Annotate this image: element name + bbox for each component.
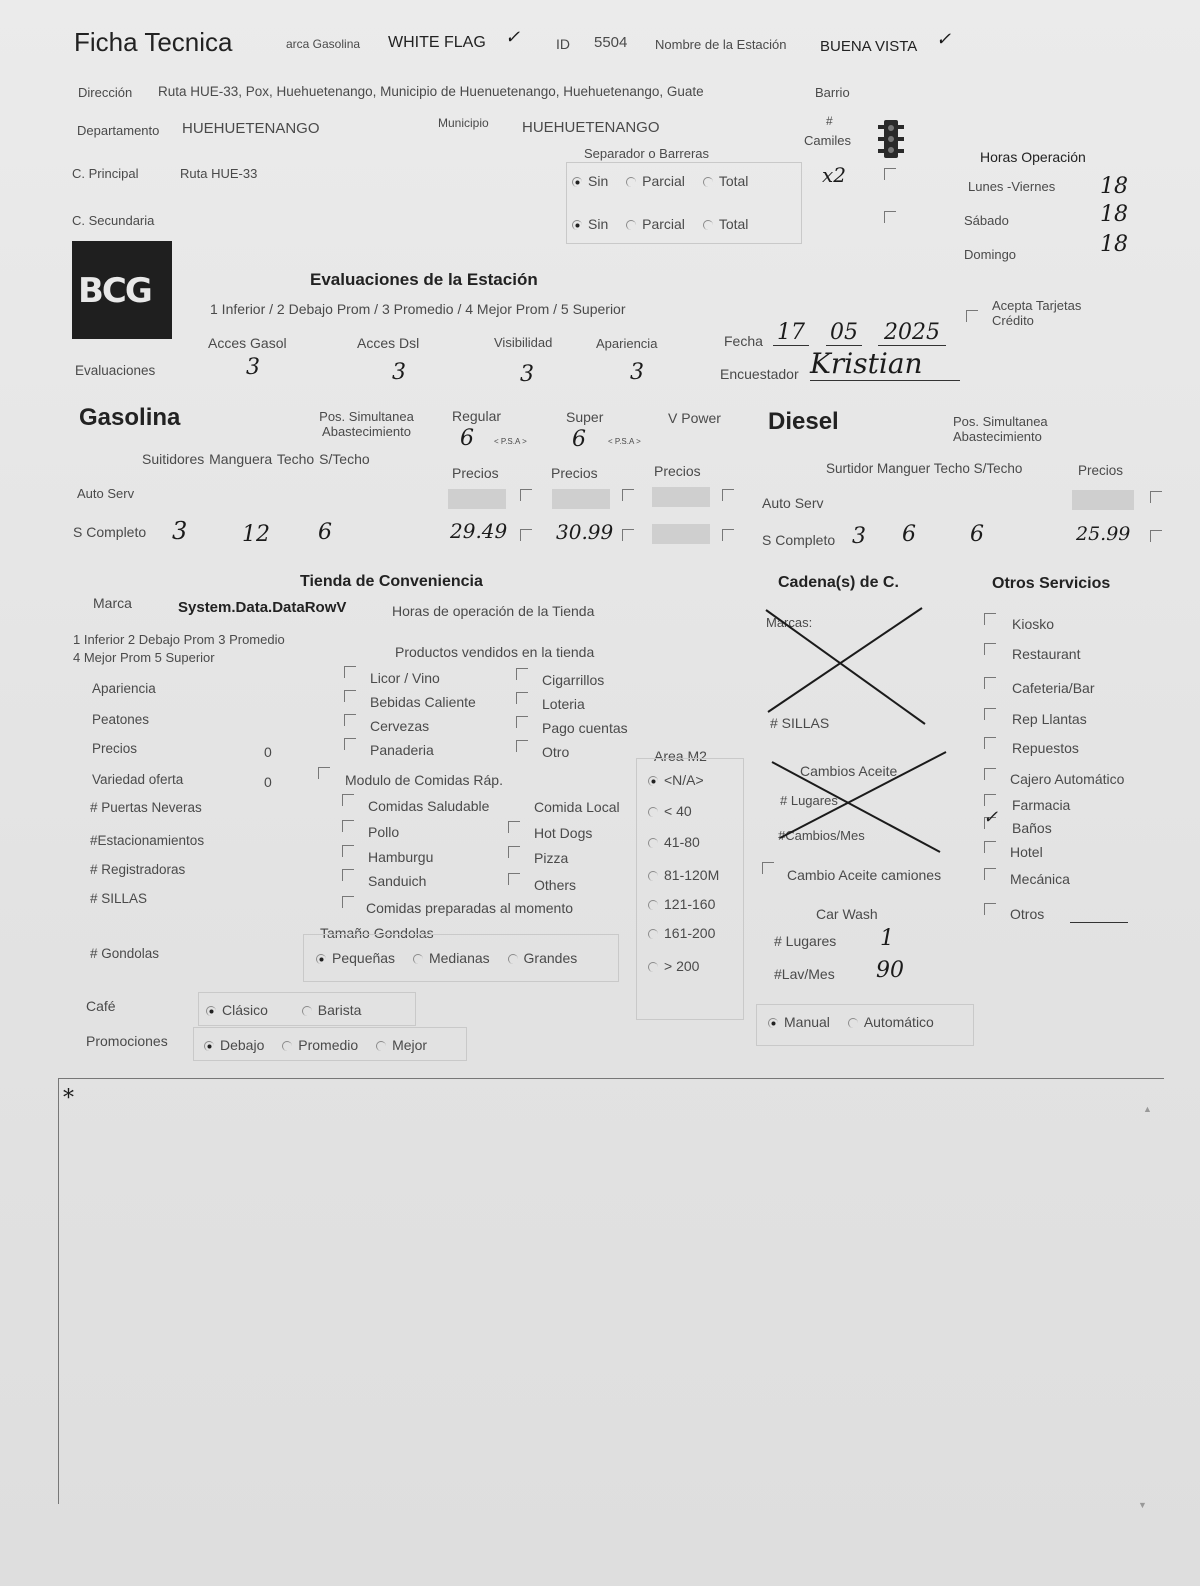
horas-title: Horas Operación <box>980 149 1086 165</box>
servicio-label: Baños <box>1012 820 1052 836</box>
checkbox[interactable] <box>342 845 354 857</box>
traffic-light-icon <box>874 118 908 160</box>
evaluaciones-title: Evaluaciones de la Estación <box>310 270 538 289</box>
fecha-label: Fecha <box>724 333 763 349</box>
precio-super-value: 30.99 <box>556 520 614 544</box>
food-label: Pizza <box>534 850 569 866</box>
diesel-precio-value: 25.99 <box>1076 523 1131 545</box>
radio-total[interactable] <box>703 177 713 187</box>
servicio-label: Farmacia <box>1012 797 1071 813</box>
radio-barista[interactable] <box>302 1006 312 1016</box>
fecha-year: 2025 <box>878 320 946 346</box>
modulo-label: Modulo de Comidas Ráp. <box>345 772 503 788</box>
checkbox[interactable] <box>516 740 528 752</box>
secundaria-label: C. Secundaria <box>72 213 155 228</box>
marca-label: arca Gasolina <box>286 37 361 51</box>
psa-label: < P.S.A > <box>494 437 527 446</box>
direccion-value: Ruta HUE-33, Pox, Huehuetenango, Municipio de Huenuetenango, Huehuetenango, Guate <box>158 84 704 99</box>
notes-textarea[interactable] <box>58 1078 1164 1504</box>
vpower-label: V Power <box>668 410 721 426</box>
diesel-precios-label: Precios <box>1078 463 1124 478</box>
price-field[interactable] <box>552 489 610 509</box>
departamento-label: Departamento <box>77 123 160 138</box>
separador-row-2: Sin Parcial Total <box>572 216 748 232</box>
form-title: Ficha Tecnica <box>74 27 233 57</box>
separador-row-1: Sin Parcial Total <box>572 173 748 189</box>
checkbox[interactable] <box>342 794 354 806</box>
cw-lugares-value: 1 <box>880 926 894 951</box>
checkbox[interactable] <box>342 820 354 832</box>
servicio-label: Mecánica <box>1010 871 1070 887</box>
principal-label: C. Principal <box>72 166 139 181</box>
cw-lav-label: #Lav/Mes <box>774 966 835 982</box>
carwash-title: Car Wash <box>816 906 878 922</box>
preparadas-label: Comidas preparadas al momento <box>366 900 573 916</box>
scroll-up-icon[interactable]: ▲ <box>1143 1104 1152 1114</box>
camiones-label: Camiles <box>804 133 851 148</box>
eval-value: 3 <box>392 360 406 385</box>
diesel-surtidores-value: 3 <box>852 524 866 549</box>
comida-local-label: Comida Local <box>534 799 620 815</box>
fecha-month: 05 <box>826 320 862 346</box>
otros-blank-line <box>1070 922 1128 923</box>
cafe-options: Clásico Barista <box>206 1002 361 1018</box>
radio-grandes[interactable] <box>508 954 518 964</box>
checkbox[interactable] <box>516 716 528 728</box>
horas-value-3: 18 <box>1100 232 1128 257</box>
diesel-auto-label: Auto Serv <box>762 495 824 511</box>
precios-label: Precios <box>551 465 598 481</box>
camiones-aceite-label: Cambio Aceite camiones <box>787 867 942 883</box>
radio-parcial[interactable] <box>626 177 636 187</box>
area-option: 121-160 <box>648 896 715 912</box>
checkbox[interactable] <box>318 767 330 779</box>
tienda-scale-2: 4 Mejor Prom 5 Superior <box>73 650 215 665</box>
servicio-label: Kiosko <box>1012 616 1055 632</box>
area-option: <N/A> <box>648 772 704 788</box>
eval-value: 3 <box>520 362 534 387</box>
fecha-day: 17 <box>773 320 809 346</box>
area-group <box>636 758 744 1020</box>
horas-value-2: 18 <box>1100 202 1128 227</box>
promo-label: Promociones <box>86 1033 168 1049</box>
gondolas-options: Pequeñas Medianas Grandes <box>316 950 577 966</box>
price-field[interactable] <box>652 524 710 544</box>
evaluaciones-row-label: Evaluaciones <box>75 363 156 378</box>
checkbox[interactable] <box>984 677 996 689</box>
tienda-left-label: Apariencia <box>92 681 156 696</box>
radio-clasico[interactable] <box>206 1006 216 1016</box>
tienda-left-label: # Puertas Neveras <box>90 800 202 815</box>
horas-label-3: Domingo <box>964 247 1017 262</box>
area-option: 81-120M <box>648 867 719 883</box>
cross-out-marks <box>760 600 960 860</box>
psa-label: < P.S.A > <box>608 437 641 446</box>
tarjetas-checkbox[interactable] <box>966 310 978 322</box>
marcas-label: Marcas: <box>766 615 813 630</box>
radio-medianas[interactable] <box>413 954 423 964</box>
radio-area[interactable] <box>648 929 658 939</box>
diesel-techo-value: 6 <box>970 522 984 547</box>
barrio-label: Barrio <box>815 85 850 100</box>
tienda-left-label: Precios <box>92 741 138 756</box>
auto-serv-label: Auto Serv <box>77 486 135 501</box>
product-label: Bebidas Caliente <box>370 694 476 710</box>
checkbox[interactable] <box>520 489 532 501</box>
product-label: Licor / Vino <box>370 670 440 686</box>
checkbox[interactable] <box>984 643 996 655</box>
mangueras-value: 12 <box>242 522 270 547</box>
area-title: Area M2 <box>654 748 707 764</box>
checkbox[interactable] <box>984 708 996 720</box>
radio-parcial[interactable] <box>626 220 636 230</box>
separador-title: Separador o Barreras <box>584 146 710 161</box>
radio-total[interactable] <box>703 220 713 230</box>
notes-mark: * <box>63 1086 74 1111</box>
municipio-value: HUEHUETENANGO <box>522 119 660 136</box>
eval-col-label: Visibilidad <box>494 335 553 350</box>
eval-value: 3 <box>246 355 260 380</box>
checkbox[interactable] <box>508 846 520 858</box>
tienda-marca-label: Marca <box>93 595 132 611</box>
eval-col-label: Apariencia <box>596 336 658 351</box>
principal-value: Ruta HUE-33 <box>180 166 258 181</box>
super-label: Super <box>566 409 604 425</box>
radio-area[interactable] <box>648 900 658 910</box>
precio-regular-value: 29.49 <box>450 519 508 543</box>
radio-area[interactable] <box>648 871 658 881</box>
radio-area[interactable] <box>648 962 658 972</box>
product-label: Loteria <box>542 696 585 712</box>
servicio-label: Otros <box>1010 906 1045 922</box>
checkbox[interactable] <box>984 768 996 780</box>
camiones-value: x2 <box>822 163 847 187</box>
tienda-scale-1: 1 Inferior 2 Debajo Prom 3 Promedio <box>73 632 285 647</box>
product-label: Otro <box>542 744 570 760</box>
checkbox[interactable] <box>342 869 354 881</box>
checkbox[interactable] <box>508 873 520 885</box>
evaluaciones-scale: 1 Inferior / 2 Debajo Prom / 3 Promedio / 4 Mejor Prom / 5 Superior <box>210 301 626 317</box>
radio-sin[interactable] <box>572 220 582 230</box>
servicio-label: Rep Llantas <box>1012 711 1087 727</box>
checkbox[interactable] <box>622 529 634 541</box>
tienda-title: Tienda de Conveniencia <box>300 573 483 590</box>
servicio-label: Cajero Automático <box>1010 771 1125 787</box>
price-field[interactable] <box>1072 490 1134 510</box>
cw-lav-value: 90 <box>876 958 904 983</box>
id-label: ID <box>556 36 570 52</box>
servicio-label: Repuestos <box>1012 740 1079 756</box>
gasolina-title: Gasolina <box>79 404 181 431</box>
camiones-checkbox[interactable] <box>884 168 896 180</box>
servicio-label: Cafeteria/Bar <box>1012 680 1095 696</box>
regular-pos-value: 6 <box>460 426 474 451</box>
techo-value: 6 <box>318 520 332 545</box>
checkbox[interactable] <box>984 841 996 853</box>
servicio-label: Restaurant <box>1012 646 1081 662</box>
cadena-title: Cadena(s) de C. <box>778 574 899 591</box>
gasolina-pos-label: Pos. Simultanea Abastecimiento <box>319 409 414 439</box>
horas-label-1: Lunes -Viernes <box>968 179 1056 194</box>
horas-value-1: 18 <box>1100 174 1128 199</box>
radio-debajo[interactable] <box>204 1041 214 1051</box>
diesel-pos-label: Pos. Simultanea Abastecimiento <box>953 414 1048 444</box>
product-label: Cigarrillos <box>542 672 605 688</box>
eval-col-label: Acces Dsl <box>357 335 420 351</box>
checkbox[interactable] <box>508 821 520 833</box>
checkbox[interactable] <box>984 903 996 915</box>
radio-automatico[interactable] <box>848 1018 858 1028</box>
food-label: Sanduich <box>368 873 427 889</box>
check-mark-icon: ✓ <box>983 807 999 828</box>
tienda-left-label: Peatones <box>92 712 150 727</box>
scroll-down-icon[interactable]: ▼ <box>1138 1500 1147 1510</box>
checkbox[interactable] <box>984 794 996 806</box>
product-label: Panaderia <box>370 742 434 758</box>
checkbox[interactable] <box>344 666 356 678</box>
diesel-columns: Surtidor Manguer Techo S/Techo <box>826 461 1023 476</box>
food-label: Hot Dogs <box>534 825 593 841</box>
radio-manual[interactable] <box>768 1018 778 1028</box>
checkbox[interactable] <box>984 613 996 625</box>
precios-label: Precios <box>452 465 499 481</box>
tienda-left-label: # SILLAS <box>90 891 148 906</box>
encuestador-value: Kristian <box>810 348 960 381</box>
direccion-label: Dirección <box>78 85 133 100</box>
station-label: Nombre de la Estación <box>655 37 787 52</box>
precios-label: Precios <box>654 463 701 479</box>
cw-lugares-label: # Lugares <box>774 933 837 949</box>
horas-label-2: Sábado <box>964 213 1009 228</box>
diesel-title: Diesel <box>768 408 839 435</box>
checkbox[interactable] <box>344 714 356 726</box>
checkbox[interactable] <box>722 489 734 501</box>
checkbox[interactable] <box>344 690 356 702</box>
area-option: 161-200 <box>648 925 715 941</box>
product-label: Pago cuentas <box>542 720 628 736</box>
tienda-left-label: # Registradoras <box>90 862 186 877</box>
regular-label: Regular <box>452 408 502 424</box>
variedad-value: 0 <box>264 774 272 790</box>
checkbox[interactable] <box>342 896 354 908</box>
cambios-mes-label: #Cambios/Mes <box>778 828 865 843</box>
radio-pequenas[interactable] <box>316 954 326 964</box>
food-label: Hamburgu <box>368 849 434 865</box>
surtidores-value: 3 <box>172 517 188 545</box>
diesel-completo-label: S Completo <box>762 532 836 548</box>
super-pos-value: 6 <box>572 427 586 452</box>
checkbox[interactable] <box>1150 530 1162 542</box>
cafe-label: Café <box>86 998 116 1014</box>
price-field[interactable] <box>448 489 506 509</box>
servicio-label: Hotel <box>1010 844 1043 860</box>
secundaria-checkbox[interactable] <box>884 211 896 223</box>
radio-promedio[interactable] <box>282 1041 292 1051</box>
product-label: Cervezas <box>370 718 430 734</box>
lugares-label: # Lugares <box>780 793 838 808</box>
area-option: > 200 <box>648 958 699 974</box>
tienda-horas-label: Horas de operación de la Tienda <box>392 603 595 619</box>
radio-mejor[interactable] <box>376 1041 386 1051</box>
gasolina-columns: Suitidores Manguera Techo S/Techo <box>142 451 370 467</box>
eval-col-label: Acces Gasol <box>208 335 287 351</box>
productos-title: Productos vendidos en la tienda <box>395 644 595 660</box>
checkbox[interactable] <box>762 862 774 874</box>
radio-area[interactable] <box>648 838 658 848</box>
otros-title: Otros Servicios <box>992 575 1111 592</box>
checkbox[interactable] <box>984 737 996 749</box>
station-value: BUENA VISTA <box>820 38 918 55</box>
carwash-options: Manual Automático <box>768 1014 934 1030</box>
eval-value: 3 <box>630 360 644 385</box>
encuestador-label: Encuestador <box>720 366 799 382</box>
checkbox[interactable] <box>984 868 996 880</box>
id-value: 5504 <box>594 34 628 51</box>
s-completo-label: S Completo <box>73 524 147 540</box>
tienda-left-label: Variedad oferta <box>92 772 184 787</box>
checkbox[interactable] <box>516 668 528 680</box>
checkbox[interactable] <box>1150 491 1162 503</box>
bcg-logo: BCG <box>72 241 172 339</box>
diesel-mangueras-value: 6 <box>902 522 916 547</box>
food-label: Pollo <box>368 824 400 840</box>
tarjetas-label: Acepta Tarjetas Crédito <box>992 298 1082 328</box>
departamento-value: HUEHUETENANGO <box>182 120 320 137</box>
area-option: 41-80 <box>648 834 700 850</box>
radio-sin[interactable] <box>572 177 582 187</box>
check-mark-icon: ✓ <box>505 27 521 48</box>
marca-value: WHITE FLAG <box>388 34 486 51</box>
checkbox[interactable] <box>344 738 356 750</box>
camiones-hash: # <box>826 114 833 128</box>
check-mark-icon: ✓ <box>936 29 952 50</box>
food-label: Comidas Saludable <box>368 798 490 814</box>
radio-area[interactable] <box>648 776 658 786</box>
tienda-left-label: #Estacionamientos <box>90 833 205 848</box>
checkbox[interactable] <box>520 529 532 541</box>
checkbox[interactable] <box>722 529 734 541</box>
radio-area[interactable] <box>648 807 658 817</box>
price-field[interactable] <box>652 487 710 507</box>
tienda-marca-value: System.Data.DataRowV <box>178 599 347 616</box>
checkbox[interactable] <box>516 692 528 704</box>
precios-value: 0 <box>264 744 272 760</box>
food-label: Others <box>534 877 577 893</box>
promo-options: Debajo Promedio Mejor <box>204 1037 427 1053</box>
area-option: < 40 <box>648 803 692 819</box>
municipio-label: Municipio <box>438 116 489 130</box>
gondolas-title: Tamaño Gondolas <box>320 925 434 941</box>
cadena-sillas-label: # SILLAS <box>770 715 830 731</box>
tienda-left-label: # Gondolas <box>90 946 160 961</box>
checkbox[interactable] <box>622 489 634 501</box>
cambios-title: Cambios Aceite <box>800 763 898 779</box>
